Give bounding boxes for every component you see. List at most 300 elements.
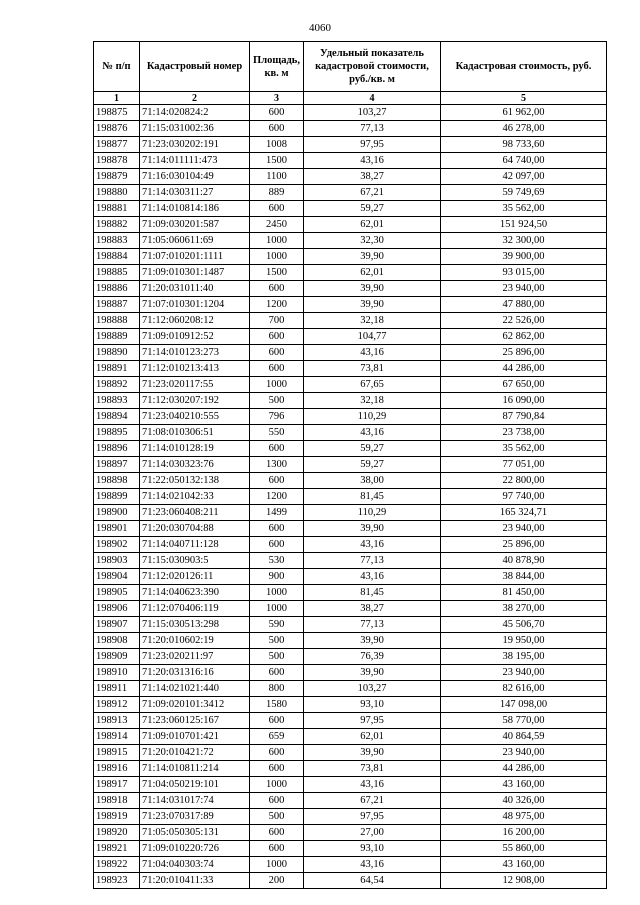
cadastral-number: 71:14:011111:473 <box>140 153 250 169</box>
unit-rate: 59,27 <box>304 201 441 217</box>
row-number: 198892 <box>94 377 140 393</box>
row-number: 198903 <box>94 553 140 569</box>
row-number: 198897 <box>94 457 140 473</box>
cadastral-cost: 165 324,71 <box>441 505 607 521</box>
cadastral-number: 71:14:010814:186 <box>140 201 250 217</box>
area: 600 <box>250 473 304 489</box>
row-number: 198884 <box>94 249 140 265</box>
cadastral-number: 71:15:030903:5 <box>140 553 250 569</box>
area: 1500 <box>250 153 304 169</box>
cadastral-cost: 39 900,00 <box>441 249 607 265</box>
row-number: 198913 <box>94 713 140 729</box>
area: 550 <box>250 425 304 441</box>
cadastral-number: 71:20:010411:33 <box>140 873 250 889</box>
area: 590 <box>250 617 304 633</box>
row-number: 198902 <box>94 537 140 553</box>
table-row <box>94 137 607 153</box>
area: 1000 <box>250 857 304 873</box>
area: 500 <box>250 393 304 409</box>
row-number: 198906 <box>94 601 140 617</box>
unit-rate: 39,90 <box>304 297 441 313</box>
row-number: 198893 <box>94 393 140 409</box>
unit-rate: 27,00 <box>304 825 441 841</box>
table-row <box>94 361 607 377</box>
unit-rate: 43,16 <box>304 569 441 585</box>
row-number: 198920 <box>94 825 140 841</box>
unit-rate: 39,90 <box>304 745 441 761</box>
unit-rate: 77,13 <box>304 617 441 633</box>
area: 1000 <box>250 377 304 393</box>
row-number: 198907 <box>94 617 140 633</box>
cadastral-number: 71:14:021042:33 <box>140 489 250 505</box>
table-row <box>94 201 607 217</box>
area: 600 <box>250 537 304 553</box>
table-row <box>94 809 607 825</box>
area: 600 <box>250 665 304 681</box>
cadastral-cost: 67 650,00 <box>441 377 607 393</box>
row-number: 198908 <box>94 633 140 649</box>
header-row <box>94 42 607 92</box>
cadastral-cost: 43 160,00 <box>441 777 607 793</box>
cadastral-cost: 40 864,59 <box>441 729 607 745</box>
cadastral-number: 71:22:050132:138 <box>140 473 250 489</box>
unit-rate: 110,29 <box>304 505 441 521</box>
cadastral-cost: 23 940,00 <box>441 665 607 681</box>
table-row <box>94 761 607 777</box>
column-number-row <box>94 92 607 105</box>
area: 1000 <box>250 233 304 249</box>
cadastral-number: 71:14:021021:440 <box>140 681 250 697</box>
table-row <box>94 265 607 281</box>
unit-rate: 43,16 <box>304 345 441 361</box>
table-row <box>94 841 607 857</box>
table-row <box>94 409 607 425</box>
unit-rate: 39,90 <box>304 633 441 649</box>
cadastral-cost: 44 286,00 <box>441 361 607 377</box>
unit-rate: 59,27 <box>304 441 441 457</box>
table-row <box>94 489 607 505</box>
area: 200 <box>250 873 304 889</box>
cadastral-cost: 22 800,00 <box>441 473 607 489</box>
table-row <box>94 217 607 233</box>
cadastral-number: 71:04:040303:74 <box>140 857 250 873</box>
area: 700 <box>250 313 304 329</box>
row-number: 198894 <box>94 409 140 425</box>
table-row <box>94 153 607 169</box>
cadastral-number: 71:05:050305:131 <box>140 825 250 841</box>
unit-rate: 32,30 <box>304 233 441 249</box>
area: 659 <box>250 729 304 745</box>
page-number: 4060 <box>309 22 331 34</box>
cadastral-number: 71:15:030513:298 <box>140 617 250 633</box>
unit-rate: 77,13 <box>304 553 441 569</box>
cadastral-number: 71:14:010811:214 <box>140 761 250 777</box>
table-row <box>94 345 607 361</box>
column-number: 5 <box>441 92 607 105</box>
cadastral-number: 71:05:060611:69 <box>140 233 250 249</box>
row-number: 198900 <box>94 505 140 521</box>
cadastral-number: 71:14:010123:273 <box>140 345 250 361</box>
area: 600 <box>250 825 304 841</box>
cadastral-number: 71:20:010421:72 <box>140 745 250 761</box>
cadastral-number: 71:20:031011:40 <box>140 281 250 297</box>
row-number: 198877 <box>94 137 140 153</box>
row-number: 198885 <box>94 265 140 281</box>
unit-rate: 62,01 <box>304 729 441 745</box>
cadastral-cost: 23 738,00 <box>441 425 607 441</box>
cadastral-cost: 25 896,00 <box>441 345 607 361</box>
row-number: 198891 <box>94 361 140 377</box>
unit-rate: 38,27 <box>304 169 441 185</box>
row-number: 198895 <box>94 425 140 441</box>
cadastral-cost: 40 878,90 <box>441 553 607 569</box>
table-row <box>94 505 607 521</box>
unit-rate: 110,29 <box>304 409 441 425</box>
unit-rate: 67,65 <box>304 377 441 393</box>
table-row <box>94 633 607 649</box>
cadastral-number: 71:09:010301:1487 <box>140 265 250 281</box>
row-number: 198915 <box>94 745 140 761</box>
cadastral-number: 71:23:020211:97 <box>140 649 250 665</box>
cadastral-cost: 59 749,69 <box>441 185 607 201</box>
table-row <box>94 553 607 569</box>
unit-rate: 39,90 <box>304 249 441 265</box>
cadastral-number: 71:14:030311:27 <box>140 185 250 201</box>
row-number: 198923 <box>94 873 140 889</box>
row-number: 198880 <box>94 185 140 201</box>
row-number: 198878 <box>94 153 140 169</box>
table-row <box>94 601 607 617</box>
row-number: 198889 <box>94 329 140 345</box>
cadastral-cost: 38 844,00 <box>441 569 607 585</box>
column-number: 4 <box>304 92 441 105</box>
table-row <box>94 777 607 793</box>
cadastral-number: 71:09:010912:52 <box>140 329 250 345</box>
table-row <box>94 665 607 681</box>
cadastral-number: 71:12:020126:11 <box>140 569 250 585</box>
table-row <box>94 857 607 873</box>
cadastral-number: 71:23:020117:55 <box>140 377 250 393</box>
table-row <box>94 521 607 537</box>
table-row <box>94 649 607 665</box>
area: 1008 <box>250 137 304 153</box>
table-row <box>94 697 607 713</box>
area: 600 <box>250 345 304 361</box>
cadastral-number: 71:08:010306:51 <box>140 425 250 441</box>
table-row <box>94 457 607 473</box>
cadastral-cost: 87 790,84 <box>441 409 607 425</box>
area: 600 <box>250 329 304 345</box>
table-row <box>94 233 607 249</box>
area: 600 <box>250 361 304 377</box>
table-row <box>94 281 607 297</box>
cadastral-cost: 98 733,60 <box>441 137 607 153</box>
row-number: 198882 <box>94 217 140 233</box>
area: 889 <box>250 185 304 201</box>
unit-rate: 39,90 <box>304 665 441 681</box>
cadastral-cost: 35 562,00 <box>441 201 607 217</box>
unit-rate: 39,90 <box>304 281 441 297</box>
area: 500 <box>250 633 304 649</box>
unit-rate: 93,10 <box>304 841 441 857</box>
cadastral-cost: 25 896,00 <box>441 537 607 553</box>
cadastral-number: 71:12:060208:12 <box>140 313 250 329</box>
table-row <box>94 585 607 601</box>
row-number: 198919 <box>94 809 140 825</box>
area: 600 <box>250 121 304 137</box>
cadastral-number: 71:20:031316:16 <box>140 665 250 681</box>
row-number: 198911 <box>94 681 140 697</box>
cadastral-cost: 16 090,00 <box>441 393 607 409</box>
area: 530 <box>250 553 304 569</box>
unit-rate: 62,01 <box>304 265 441 281</box>
cadastral-cost: 38 195,00 <box>441 649 607 665</box>
table-row <box>94 105 607 121</box>
unit-rate: 81,45 <box>304 585 441 601</box>
table-row <box>94 537 607 553</box>
unit-rate: 97,95 <box>304 809 441 825</box>
table-row <box>94 473 607 489</box>
table-row <box>94 377 607 393</box>
unit-rate: 76,39 <box>304 649 441 665</box>
unit-rate: 77,13 <box>304 121 441 137</box>
table-row <box>94 873 607 889</box>
area: 600 <box>250 841 304 857</box>
row-number: 198886 <box>94 281 140 297</box>
cadastral-number: 71:23:040210:555 <box>140 409 250 425</box>
cadastral-cost: 62 862,00 <box>441 329 607 345</box>
area: 600 <box>250 201 304 217</box>
cadastral-cost: 23 940,00 <box>441 521 607 537</box>
unit-rate: 97,95 <box>304 713 441 729</box>
column-number: 1 <box>94 92 140 105</box>
unit-rate: 97,95 <box>304 137 441 153</box>
area: 2450 <box>250 217 304 233</box>
row-number: 198912 <box>94 697 140 713</box>
cadastral-cost: 82 616,00 <box>441 681 607 697</box>
area: 600 <box>250 793 304 809</box>
table-row <box>94 681 607 697</box>
column-number: 2 <box>140 92 250 105</box>
cadastral-number: 71:14:031017:74 <box>140 793 250 809</box>
area: 600 <box>250 745 304 761</box>
area: 1000 <box>250 585 304 601</box>
area: 500 <box>250 809 304 825</box>
cadastral-cost: 147 098,00 <box>441 697 607 713</box>
area: 1200 <box>250 297 304 313</box>
table-row <box>94 169 607 185</box>
table-row <box>94 825 607 841</box>
table-row <box>94 713 607 729</box>
column-number: 3 <box>250 92 304 105</box>
row-number: 198876 <box>94 121 140 137</box>
unit-rate: 62,01 <box>304 217 441 233</box>
cadastral-cost: 22 526,00 <box>441 313 607 329</box>
cadastral-number: 71:12:030207:192 <box>140 393 250 409</box>
row-number: 198890 <box>94 345 140 361</box>
area: 600 <box>250 441 304 457</box>
table-row <box>94 297 607 313</box>
cadastral-cost: 35 562,00 <box>441 441 607 457</box>
table-row <box>94 617 607 633</box>
area: 900 <box>250 569 304 585</box>
unit-rate: 64,54 <box>304 873 441 889</box>
area: 1000 <box>250 777 304 793</box>
header-unit-rate: Удельный показатель кадастровой стоимости, руб./кв. м <box>304 42 441 92</box>
row-number: 198899 <box>94 489 140 505</box>
table-row <box>94 185 607 201</box>
row-number: 198898 <box>94 473 140 489</box>
unit-rate: 32,18 <box>304 393 441 409</box>
area: 1499 <box>250 505 304 521</box>
row-number: 198922 <box>94 857 140 873</box>
unit-rate: 43,16 <box>304 537 441 553</box>
cadastral-cost: 64 740,00 <box>441 153 607 169</box>
unit-rate: 67,21 <box>304 793 441 809</box>
unit-rate: 43,16 <box>304 857 441 873</box>
cadastral-number: 71:23:060125:167 <box>140 713 250 729</box>
row-number: 198916 <box>94 761 140 777</box>
cadastral-number: 71:16:030104:49 <box>140 169 250 185</box>
row-number: 198896 <box>94 441 140 457</box>
cadastral-number: 71:20:030704:88 <box>140 521 250 537</box>
cadastral-number: 71:14:020824:2 <box>140 105 250 121</box>
cadastral-cost: 38 270,00 <box>441 601 607 617</box>
cadastral-cost: 42 097,00 <box>441 169 607 185</box>
area: 500 <box>250 649 304 665</box>
area: 1580 <box>250 697 304 713</box>
header-area: Площадь, кв. м <box>250 42 304 92</box>
cadastral-cost: 23 940,00 <box>441 745 607 761</box>
cadastral-number: 71:07:010201:1111 <box>140 249 250 265</box>
unit-rate: 39,90 <box>304 521 441 537</box>
table-row <box>94 313 607 329</box>
header-number: № п/п <box>94 42 140 92</box>
cadastral-number: 71:20:010602:19 <box>140 633 250 649</box>
cadastral-number: 71:23:070317:89 <box>140 809 250 825</box>
cadastral-cost: 32 300,00 <box>441 233 607 249</box>
cadastral-number: 71:14:030323:76 <box>140 457 250 473</box>
unit-rate: 43,16 <box>304 425 441 441</box>
cadastral-cost: 19 950,00 <box>441 633 607 649</box>
table-row <box>94 793 607 809</box>
unit-rate: 38,00 <box>304 473 441 489</box>
row-number: 198875 <box>94 105 140 121</box>
cadastral-cost: 58 770,00 <box>441 713 607 729</box>
cadastral-number: 71:09:020101:3412 <box>140 697 250 713</box>
row-number: 198883 <box>94 233 140 249</box>
table-row <box>94 425 607 441</box>
header-cadastral-number: Кадастровый номер <box>140 42 250 92</box>
area: 600 <box>250 105 304 121</box>
cadastral-number: 71:09:030201:587 <box>140 217 250 233</box>
area: 1500 <box>250 265 304 281</box>
row-number: 198887 <box>94 297 140 313</box>
cadastral-number: 71:12:070406:119 <box>140 601 250 617</box>
cadastral-cost: 44 286,00 <box>441 761 607 777</box>
unit-rate: 32,18 <box>304 313 441 329</box>
cadastral-number: 71:09:010701:421 <box>140 729 250 745</box>
cadastral-number: 71:07:010301:1204 <box>140 297 250 313</box>
unit-rate: 67,21 <box>304 185 441 201</box>
cadastral-number: 71:09:010220:726 <box>140 841 250 857</box>
row-number: 198921 <box>94 841 140 857</box>
cadastral-cost: 43 160,00 <box>441 857 607 873</box>
table-row <box>94 441 607 457</box>
unit-rate: 38,27 <box>304 601 441 617</box>
row-number: 198905 <box>94 585 140 601</box>
table-row <box>94 249 607 265</box>
row-number: 198917 <box>94 777 140 793</box>
table-body <box>94 105 607 889</box>
row-number: 198918 <box>94 793 140 809</box>
area: 600 <box>250 281 304 297</box>
unit-rate: 43,16 <box>304 777 441 793</box>
cadastral-cost: 23 940,00 <box>441 281 607 297</box>
cadastral-number: 71:15:031002:36 <box>140 121 250 137</box>
area: 1100 <box>250 169 304 185</box>
cadastral-cost: 45 506,70 <box>441 617 607 633</box>
area: 1200 <box>250 489 304 505</box>
area: 1000 <box>250 249 304 265</box>
table-row <box>94 393 607 409</box>
area: 600 <box>250 521 304 537</box>
cadastral-number: 71:14:040623:390 <box>140 585 250 601</box>
table-row <box>94 569 607 585</box>
cadastral-cost: 16 200,00 <box>441 825 607 841</box>
cadastral-cost: 151 924,50 <box>441 217 607 233</box>
area: 800 <box>250 681 304 697</box>
area: 1000 <box>250 601 304 617</box>
unit-rate: 73,81 <box>304 761 441 777</box>
unit-rate: 104,77 <box>304 329 441 345</box>
cadastral-cost: 55 860,00 <box>441 841 607 857</box>
unit-rate: 93,10 <box>304 697 441 713</box>
cadastral-cost: 77 051,00 <box>441 457 607 473</box>
unit-rate: 43,16 <box>304 153 441 169</box>
cadastral-number: 71:04:050219:101 <box>140 777 250 793</box>
cadastral-cost: 12 908,00 <box>441 873 607 889</box>
area: 600 <box>250 713 304 729</box>
area: 600 <box>250 761 304 777</box>
table-row <box>94 121 607 137</box>
table-row <box>94 745 607 761</box>
unit-rate: 73,81 <box>304 361 441 377</box>
row-number: 198901 <box>94 521 140 537</box>
cadastral-cost: 40 326,00 <box>441 793 607 809</box>
unit-rate: 59,27 <box>304 457 441 473</box>
cadastral-number: 71:14:040711:128 <box>140 537 250 553</box>
cadastral-cost: 97 740,00 <box>441 489 607 505</box>
cadastral-cost: 48 975,00 <box>441 809 607 825</box>
row-number: 198904 <box>94 569 140 585</box>
area: 1300 <box>250 457 304 473</box>
cadastral-number: 71:14:010128:19 <box>140 441 250 457</box>
cadastral-number: 71:23:060408:211 <box>140 505 250 521</box>
row-number: 198888 <box>94 313 140 329</box>
row-number: 198881 <box>94 201 140 217</box>
area: 796 <box>250 409 304 425</box>
row-number: 198914 <box>94 729 140 745</box>
header-cadastral-cost: Кадастровая стоимость, руб. <box>441 42 607 92</box>
unit-rate: 81,45 <box>304 489 441 505</box>
row-number: 198910 <box>94 665 140 681</box>
unit-rate: 103,27 <box>304 105 441 121</box>
cadastral-number: 71:23:030202:191 <box>140 137 250 153</box>
cadastral-value-table <box>93 41 607 889</box>
cadastral-cost: 46 278,00 <box>441 121 607 137</box>
cadastral-cost: 61 962,00 <box>441 105 607 121</box>
